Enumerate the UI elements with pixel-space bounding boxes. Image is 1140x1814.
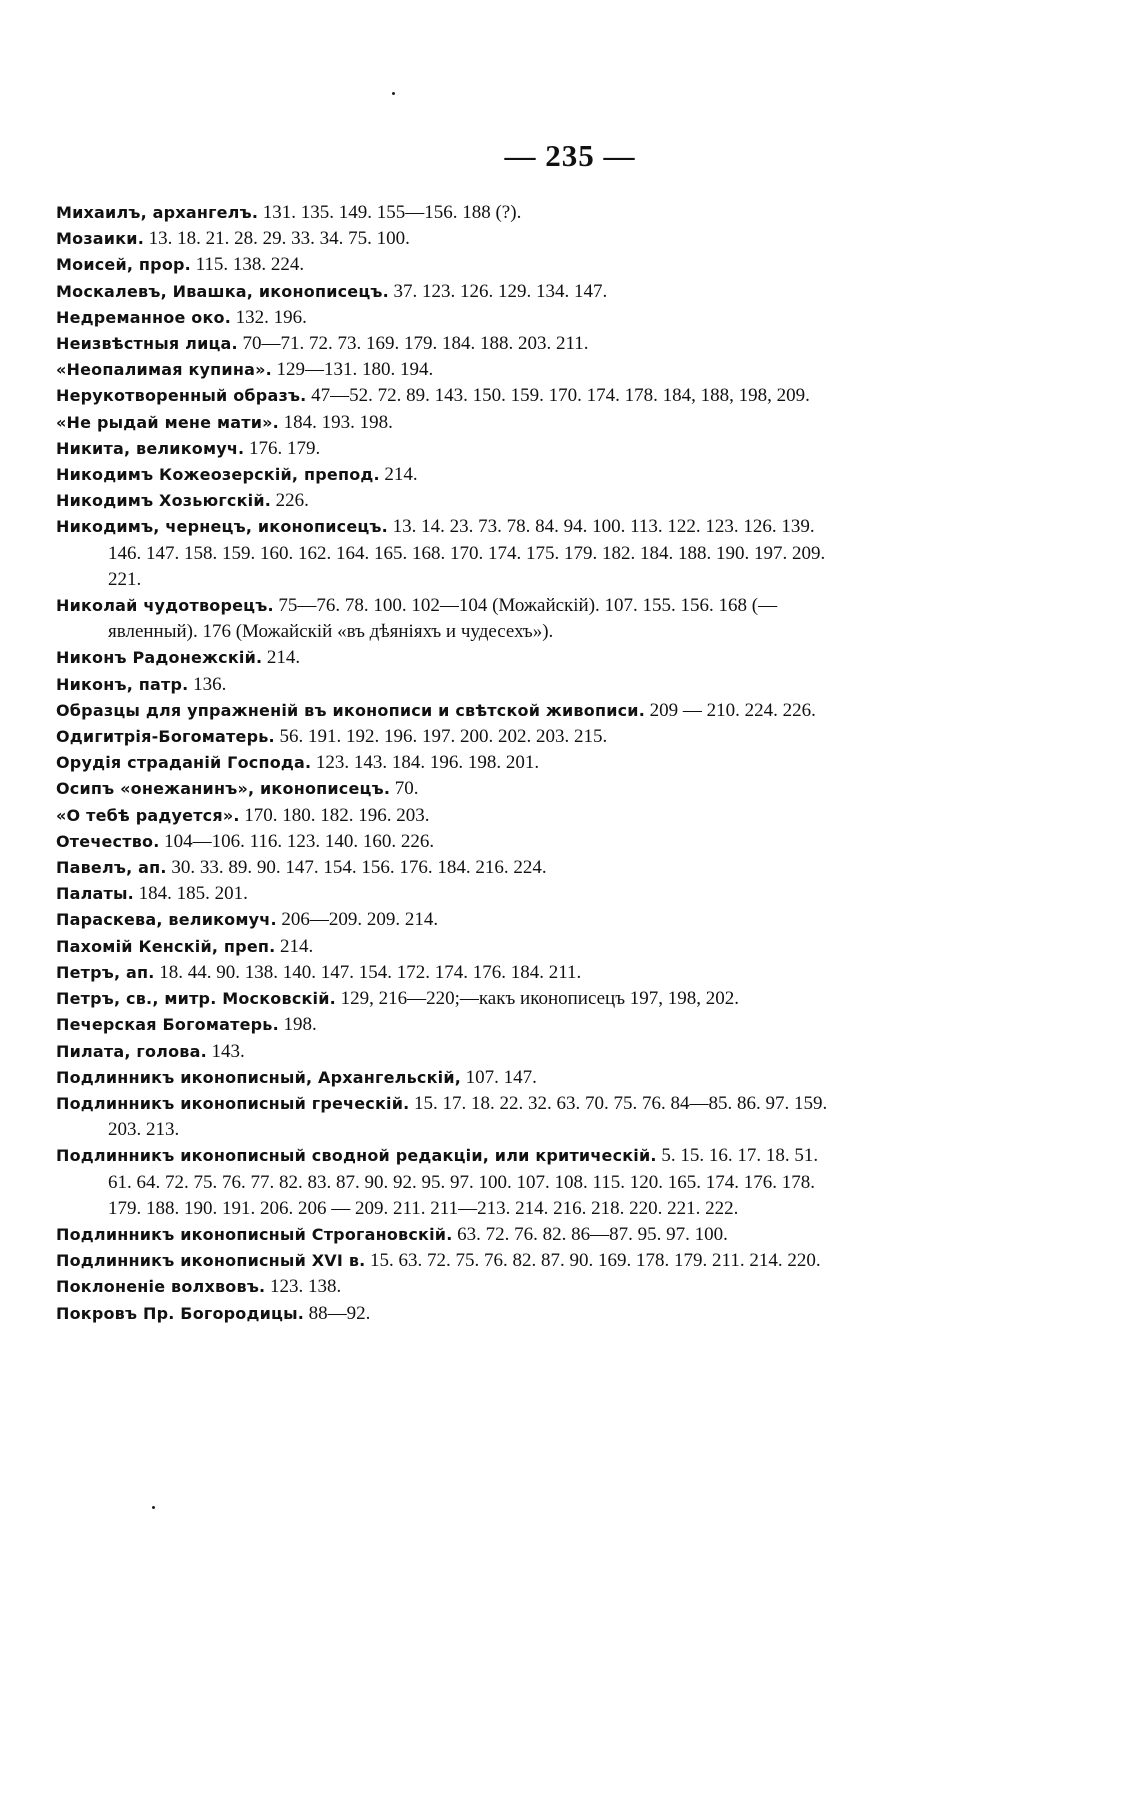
index-entry — [56, 907, 836, 933]
index-entry — [56, 645, 836, 671]
index-entry — [56, 1222, 836, 1248]
index-term: Недреманное око. — [56, 307, 231, 327]
index-term: Подлинникъ иконописный XVI в. — [56, 1251, 366, 1271]
index-entry — [56, 410, 836, 436]
index-entry — [56, 305, 836, 331]
index-term: Печерская Богоматерь. — [56, 1015, 279, 1035]
index-list — [56, 200, 836, 1327]
index-pages: 131. 135. 149. 155—156. 188 (?). — [262, 202, 522, 223]
index-entry — [56, 593, 836, 645]
index-term: Нерукотворенный образъ. — [56, 386, 307, 406]
index-pages: 115. 138. 224. — [195, 254, 305, 276]
index-entry — [56, 934, 836, 960]
index-term: Параскева, великомуч. — [56, 910, 277, 930]
index-pages: 226. — [275, 490, 309, 512]
index-pages: 170. 180. 182. 196. 203. — [244, 804, 430, 826]
index-entry — [56, 829, 836, 855]
index-term: Палаты. — [56, 884, 134, 904]
index-entry — [56, 331, 836, 357]
index-term: Никонъ, патр. — [56, 674, 189, 694]
index-entry — [56, 750, 836, 776]
index-pages: 70. — [394, 778, 419, 800]
index-term: Образцы для упражненій въ иконописи и свѣтской живописи. — [56, 700, 645, 720]
index-pages: 209 — 210. 224. 226. — [649, 699, 816, 721]
index-pages: 47—52. 72. 89. 143. 150. 159. 170. 174. 178. 184, 188, 198, 209. — [311, 385, 810, 407]
index-pages: 5. 15. 16. 17. 18. 51. 61. 64. 72. 75. 76. 77. 82. 83. 87. 90. 92. 95. 97. 100. 107. 108. 115. 120. 165. 174. 176. 178. 179. 188. 190. 191. 206. 206 — 209. 211. 211—213. 214. 216. 218. 220. 221. 222. — [108, 1145, 819, 1219]
index-term: «О тебѣ радуется». — [56, 805, 240, 825]
index-term: Михаилъ, архангелъ. — [56, 203, 259, 222]
index-pages: 88—92. — [308, 1302, 371, 1324]
index-term: Никита, великомуч. — [56, 438, 245, 458]
index-entry — [56, 514, 836, 593]
index-term: «Не рыдай мене мати». — [56, 412, 279, 432]
index-entry — [56, 252, 836, 278]
index-entry — [56, 436, 836, 462]
index-pages: 75—76. 78. 100. 102—104 (Можайскій). 107. 155. 156. 168 (—явленный). 176 (Можайскій «въ дѣяніяхъ и чудесехъ»). — [108, 595, 778, 643]
index-pages: 123. 138. — [269, 1276, 342, 1298]
index-term: Никонъ Радонежскій. — [56, 648, 263, 668]
index-term: Пилата, голова. — [56, 1041, 207, 1061]
index-entry — [56, 1143, 836, 1222]
index-term: Павелъ, ап. — [56, 858, 167, 878]
index-term: Неизвѣстныя лица. — [56, 334, 238, 354]
index-pages: 13. 18. 21. 28. 29. 33. 34. 75. 100. — [148, 228, 410, 250]
index-pages: 214. — [266, 647, 301, 669]
index-pages: 132. 196. — [235, 306, 307, 328]
index-entry — [56, 279, 836, 305]
index-pages: 198. — [283, 1014, 317, 1036]
index-pages: 129—131. 180. 194. — [276, 359, 434, 381]
index-term: Пахомій Кенскій, преп. — [56, 936, 276, 956]
scan-speck — [152, 1506, 155, 1509]
index-pages: 184. 185. 201. — [138, 883, 248, 905]
index-entry — [56, 1065, 836, 1091]
index-term: Одигитрія-Богоматерь. — [56, 727, 275, 747]
index-term: Подлинникъ иконописный сводной редакціи, или критическій. — [56, 1146, 657, 1166]
index-pages: 107. 147. — [465, 1066, 537, 1088]
index-entry — [56, 1248, 836, 1274]
page-number: — 235 — — [504, 138, 636, 173]
index-entry — [56, 1274, 836, 1300]
index-term: Покровъ Пр. Богородицы. — [56, 1303, 305, 1323]
index-pages: 18. 44. 90. 138. 140. 147. 154. 172. 174. 176. 184. 211. — [159, 961, 582, 983]
index-pages: 123. 143. 184. 196. 198. 201. — [315, 752, 540, 774]
index-pages: 176. 179. — [248, 437, 321, 459]
index-term: Никодимъ Хозьюгскій. — [56, 491, 272, 511]
index-entry — [56, 776, 836, 802]
index-term: Осипъ «онежанинъ», иконописецъ. — [56, 779, 391, 799]
index-pages: 104—106. 116. 123. 140. 160. 226. — [164, 830, 435, 852]
index-entry — [56, 855, 836, 881]
index-entry — [56, 1012, 836, 1038]
index-term: «Неопалимая купина». — [56, 360, 272, 380]
index-pages: 129, 216—220;—какъ иконописецъ 197, 198, 202. — [340, 988, 740, 1010]
index-term: Орудія страданій Господа. — [56, 753, 312, 773]
index-pages: 63. 72. 76. 82. 86—87. 95. 97. 100. — [457, 1223, 728, 1245]
index-term: Подлинникъ иконописный греческій. — [56, 1093, 410, 1113]
scan-speck — [392, 92, 395, 95]
index-pages: 15. 63. 72. 75. 76. 82. 87. 90. 169. 178. 179. 211. 214. 220. — [370, 1250, 821, 1272]
index-pages: 136. — [193, 673, 227, 695]
index-term: Москалевъ, Ивашка, иконописецъ. — [56, 281, 389, 301]
index-entry — [56, 200, 836, 226]
index-pages: 13. 14. 23. 73. 78. 84. 94. 100. 113. 122. 123. 126. 139. 146. 147. 158. 159. 160. 162. 164. 165. 168. 170. 174. 175. 179. 182. 184. 188. 190. 197. 209. 221. — [108, 516, 826, 590]
index-entry — [56, 1301, 836, 1327]
index-term: Подлинникъ иконописный, Архангельскій, — [56, 1067, 462, 1087]
index-pages: 15. 17. 18. 22. 32. 63. 70. 75. 76. 84—85. 86. 97. 159. 203. 213. — [108, 1092, 828, 1141]
index-entry — [56, 803, 836, 829]
index-pages: 206—209. 209. 214. — [281, 909, 439, 931]
index-term: Петръ, ап. — [56, 962, 155, 982]
index-term: Подлинникъ иконописный Строгановскій. — [56, 1224, 453, 1244]
index-term: Никодимъ Кожеозерскій, препод. — [56, 465, 380, 485]
index-entry — [56, 1039, 836, 1065]
index-entry — [56, 881, 836, 907]
index-term: Моисей, прор. — [56, 255, 191, 275]
index-pages: 214. — [384, 464, 418, 486]
index-entry — [56, 960, 836, 986]
index-entry — [56, 672, 836, 698]
index-term: Поклоненіе волхвовъ. — [56, 1277, 266, 1297]
index-entry — [56, 724, 836, 750]
index-entry — [56, 698, 836, 724]
index-pages: 143. — [211, 1040, 245, 1062]
index-entry — [56, 383, 836, 409]
index-entry — [56, 226, 836, 252]
index-entry — [56, 462, 836, 488]
index-pages: 56. 191. 192. 196. 197. 200. 202. 203. 215. — [279, 726, 608, 748]
index-pages: 30. 33. 89. 90. 147. 154. 156. 176. 184. 216. 224. — [171, 857, 547, 879]
index-term: Николай чудотворецъ. — [56, 596, 274, 616]
index-pages: 37. 123. 126. 129. 134. 147. — [393, 280, 608, 302]
index-term: Отечество. — [56, 831, 160, 851]
index-entry — [56, 488, 836, 514]
index-term: Мозаики. — [56, 229, 144, 249]
index-term: Никодимъ, чернецъ, иконописецъ. — [56, 517, 388, 537]
index-term: Петръ, св., митр. Московскій. — [56, 989, 336, 1009]
index-pages: 184. 193. 198. — [283, 411, 393, 433]
index-entry — [56, 357, 836, 383]
index-pages: 70—71. 72. 73. 169. 179. 184. 188. 203. 211. — [242, 333, 589, 355]
index-entry — [56, 986, 836, 1012]
index-entry — [56, 1091, 836, 1143]
index-pages: 214. — [280, 935, 314, 957]
